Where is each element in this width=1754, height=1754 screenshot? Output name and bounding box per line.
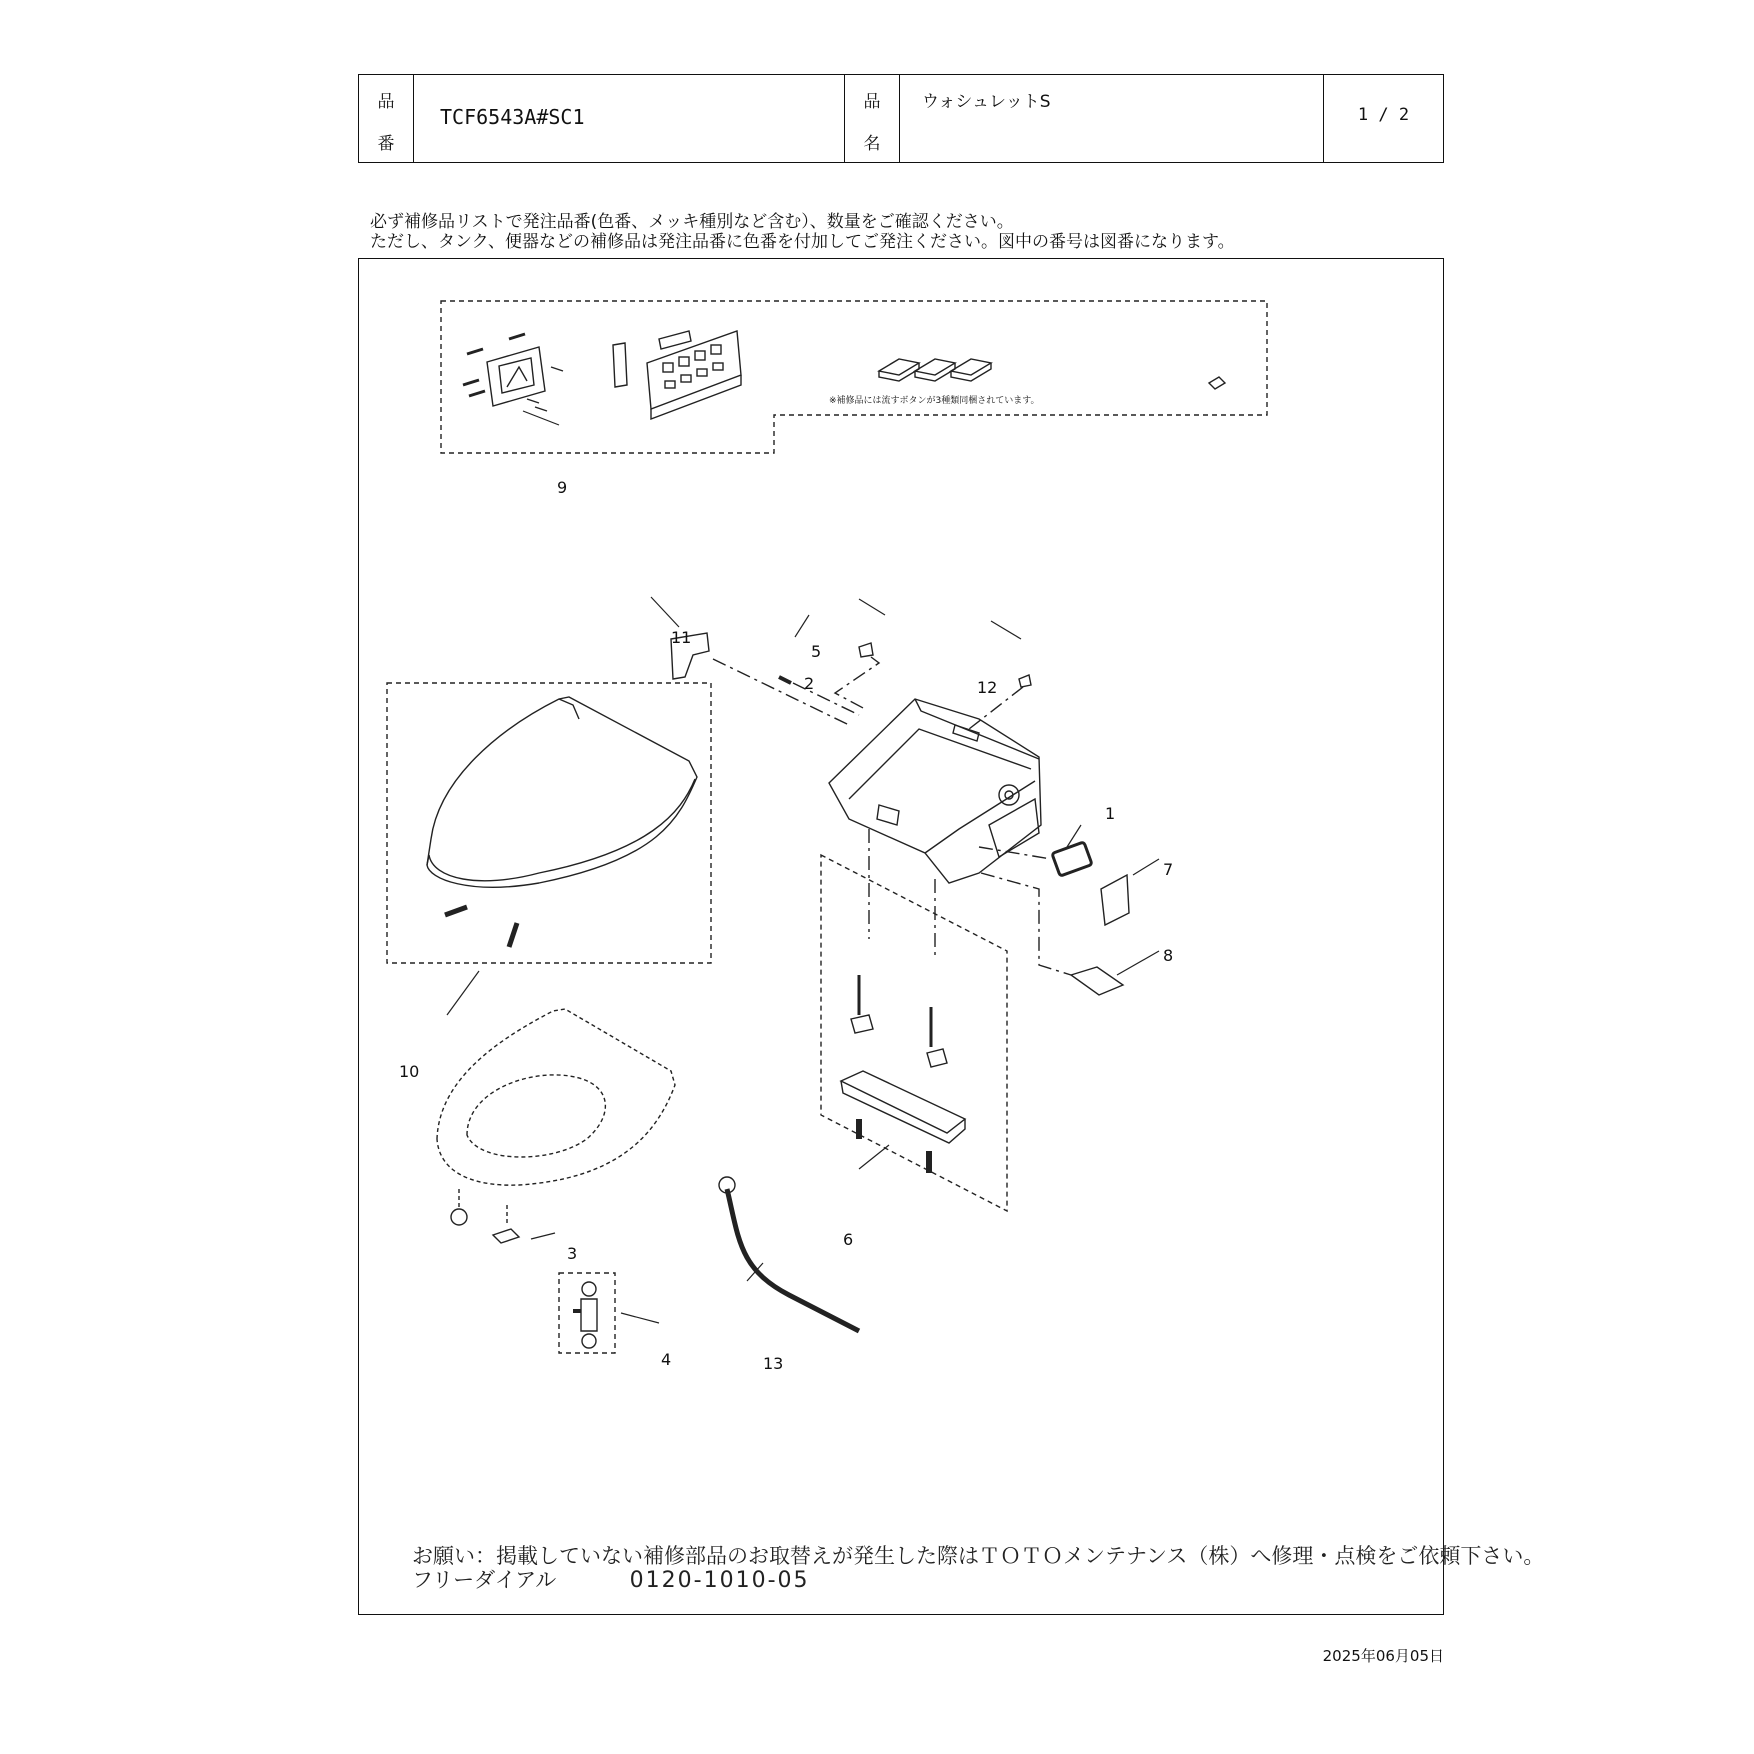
part-number-label-top: 品 xyxy=(377,92,395,112)
page-cell xyxy=(1324,75,1443,162)
freedial-number: 0120-1010-05 xyxy=(629,1568,810,1593)
callout-4: 4 xyxy=(661,1350,672,1369)
part-group-10-seat-lid xyxy=(387,683,711,963)
part-number-label-bottom: 番 xyxy=(377,134,395,154)
exploded-diagram xyxy=(359,259,1445,1616)
freedial-label: フリーダイアル xyxy=(412,1568,557,1592)
remote-controller-icon xyxy=(613,331,741,419)
page-indicator: 1 / 2 xyxy=(1357,105,1410,125)
callout-7: 7 xyxy=(1163,860,1174,879)
product-name-label-cell xyxy=(845,75,900,162)
callout-5: 5 xyxy=(811,642,822,661)
part-group-9-remote xyxy=(441,301,1267,453)
product-name-cell xyxy=(900,75,1324,162)
flush-buttons-icon xyxy=(879,359,991,381)
assembly-leader-lines xyxy=(713,657,1071,975)
freedial-row xyxy=(412,1564,810,1594)
part-3-washer-icon xyxy=(493,1229,519,1243)
product-name-label-bottom: 名 xyxy=(863,134,881,154)
seat-bumper-icon xyxy=(451,1209,467,1225)
part-8-tray-icon xyxy=(1071,967,1123,995)
part-13-hose-icon xyxy=(727,1189,859,1331)
document-date: 2025年06月05日 xyxy=(1322,1647,1444,1665)
callout-1: 1 xyxy=(1105,804,1116,823)
part-1-filter-icon xyxy=(1052,842,1092,876)
header-table xyxy=(358,74,1444,163)
callout-11: 11 xyxy=(671,628,692,647)
part-group-4-valve xyxy=(559,1273,615,1353)
callout-8: 8 xyxy=(1163,946,1174,965)
part-number-label-cell xyxy=(359,75,414,162)
part-2-screw-icon xyxy=(779,677,791,683)
callout-3: 3 xyxy=(567,1244,578,1263)
notice-line-2: ただし、タンク、便器などの補修品は発注品番に色番を付加してご発注ください。図中の番号は図番になります。 xyxy=(370,232,1235,252)
callout-10: 10 xyxy=(399,1062,420,1081)
exploded-diagram-frame xyxy=(358,258,1444,1615)
callout-2: 2 xyxy=(804,674,815,693)
toilet-seat-ring-icon xyxy=(437,1009,675,1225)
callout-13: 13 xyxy=(763,1354,784,1373)
callout-9: 9 xyxy=(557,478,568,497)
small-part-icon xyxy=(1209,377,1225,389)
footer-request: お願い：掲載していない補修部品のお取替えが発生した際はＴＯＴＯメンテナンス（株）へ修理・点検をご依頼下さい。 xyxy=(412,1544,1545,1568)
product-name-label-top: 品 xyxy=(863,92,881,112)
part-12-cap-icon xyxy=(1019,675,1031,687)
part-number-cell xyxy=(414,75,845,162)
product-name: ウォシュレットS xyxy=(922,92,1051,112)
notice-line-1: 必ず補修品リストで発注品番(色番、メッキ種別など含む）、数量をご確認ください。 xyxy=(370,212,1014,232)
callout-6: 6 xyxy=(843,1230,854,1249)
part-group-6-mounting-plate xyxy=(821,855,1007,1211)
wall-plate-icon xyxy=(463,334,563,411)
part-5-clip-icon xyxy=(859,643,873,657)
washlet-main-unit-icon xyxy=(829,699,1041,883)
part-7-cover-icon xyxy=(1101,875,1129,925)
callout-12: 12 xyxy=(977,678,998,697)
part-number: TCF6543A#SC1 xyxy=(440,105,585,129)
callout-leaders xyxy=(447,411,1159,1323)
inset-note: ※補修品には流すボタンが3種類同梱されています。 xyxy=(829,396,1040,406)
